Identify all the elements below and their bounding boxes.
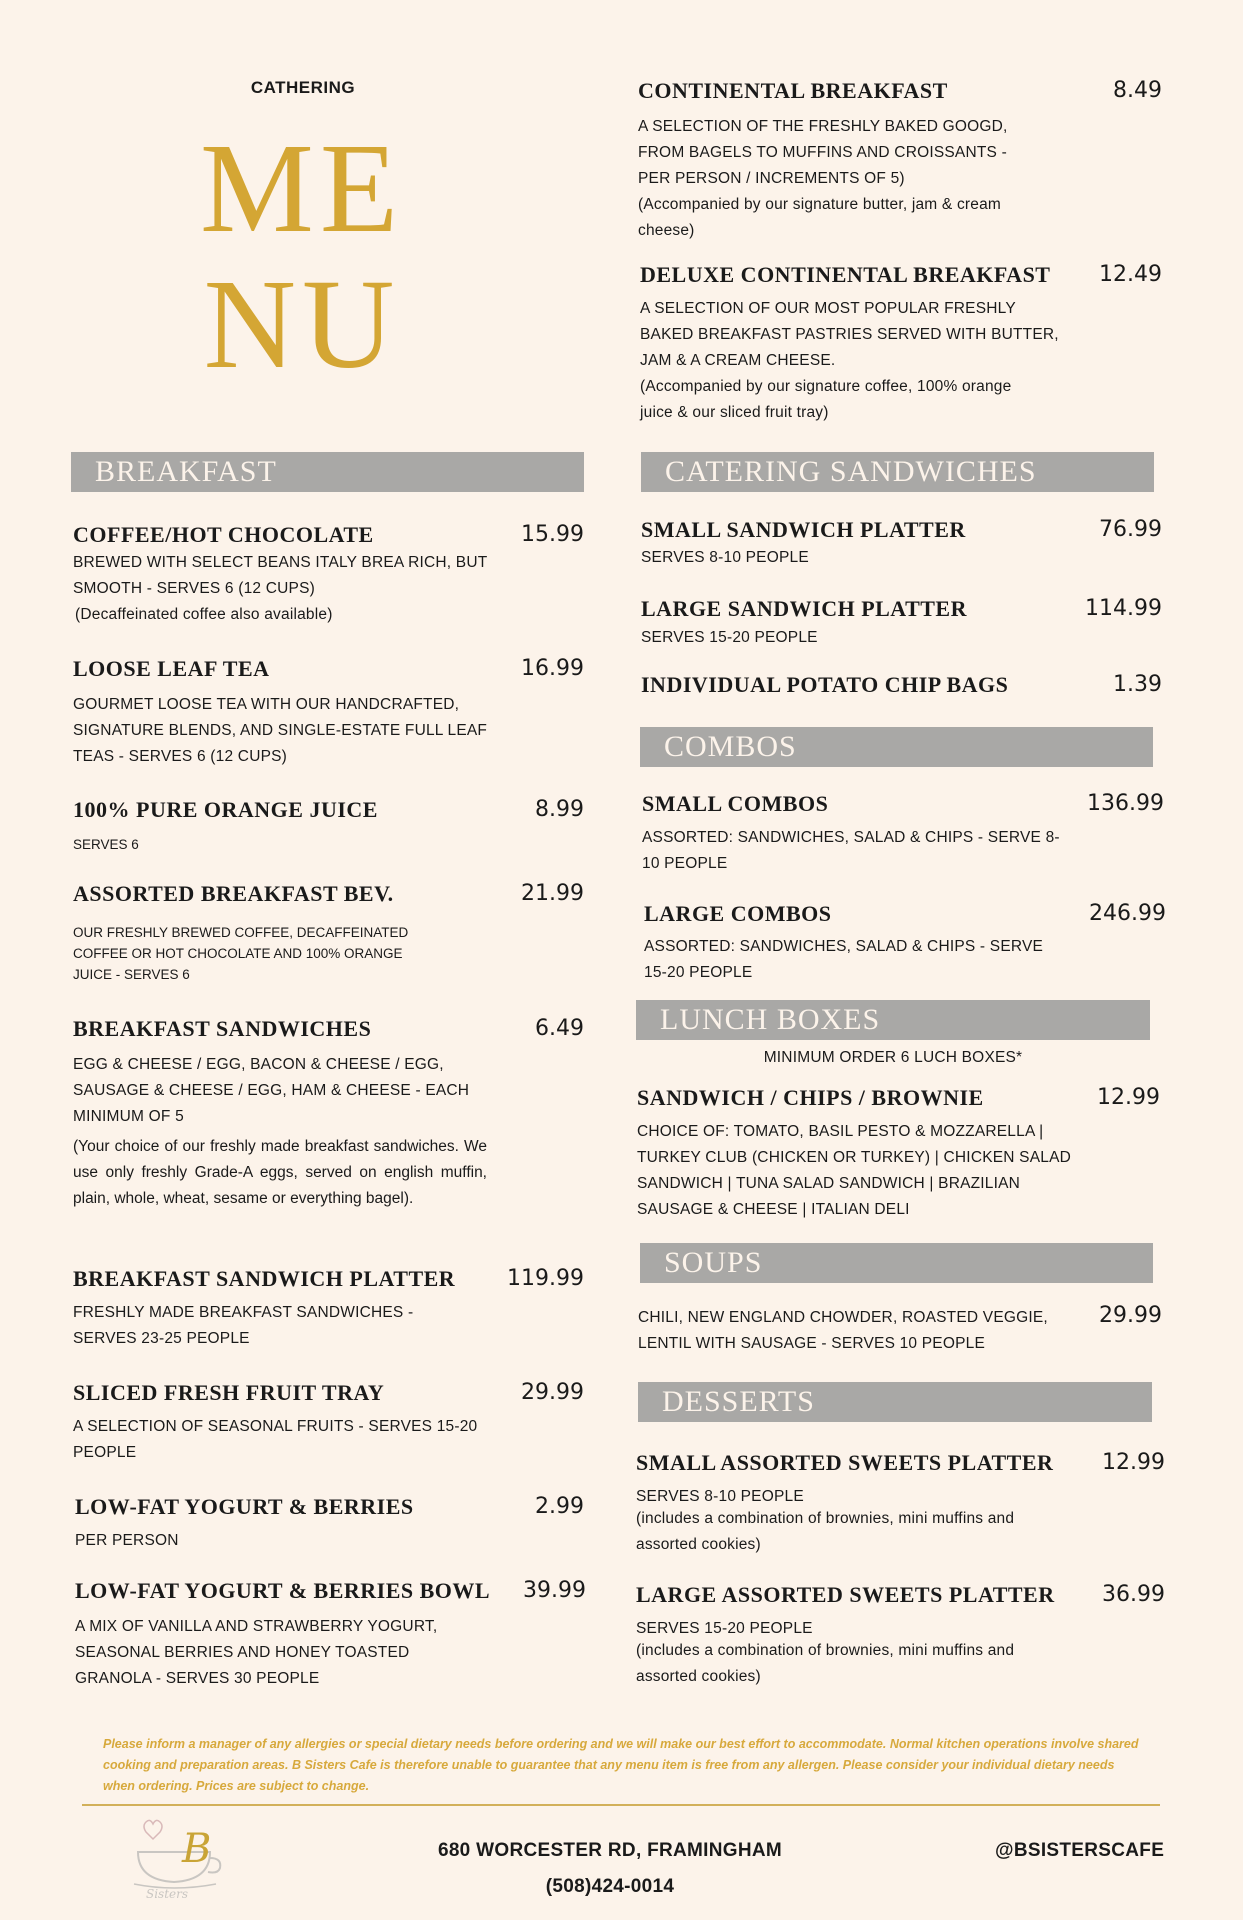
item-description: PER PERSON <box>75 1532 179 1549</box>
minimum-order-note: MINIMUM ORDER 6 LUCH BOXES* <box>763 1049 1023 1066</box>
item-name: LARGE COMBOS <box>644 901 832 926</box>
item-name: ASSORTED BREAKFAST BEV. <box>73 881 394 906</box>
item-price: 12.99 <box>1097 1085 1160 1110</box>
item-price: 29.99 <box>521 1380 584 1405</box>
menu-title-line2: NU <box>203 253 401 395</box>
item-price: 8.49 <box>1113 78 1162 103</box>
item-description: ASSORTED: SANDWICHES, SALAD & CHIPS - SERVE 8-10 PEOPLE <box>642 829 1060 872</box>
item-name: LOOSE LEAF TEA <box>73 656 270 681</box>
item-note: (includes a combination of brownies, mini muffins and assorted cookies) <box>636 1642 1015 1685</box>
item-price: 246.99 <box>1089 901 1166 926</box>
item-price: 2.99 <box>535 1494 584 1519</box>
item-name: SMALL SANDWICH PLATTER <box>641 517 966 542</box>
item-price: 119.99 <box>507 1266 584 1291</box>
item-note: (Accompanied by our signature butter, jam & cream cheese) <box>638 196 1002 239</box>
item-description: EGG & CHEESE / EGG, BACON & CHEESE / EGG, SAUSAGE & CHEESE / EGG, HAM & CHEESE - EACH MINIMUM OF 5 <box>73 1056 470 1125</box>
item-price: 76.99 <box>1099 517 1162 542</box>
item-name: SANDWICH / CHIPS / BROWNIE <box>637 1085 984 1110</box>
footer-divider <box>82 1804 1160 1806</box>
cafe-logo-mark <box>124 1812 234 1902</box>
item-name: CONTINENTAL BREAKFAST <box>638 78 948 103</box>
item-description: ASSORTED: SANDWICHES, SALAD & CHIPS - SERVE 15-20 PEOPLE <box>644 938 1044 981</box>
item-name: LARGE ASSORTED SWEETS PLATTER <box>636 1582 1055 1607</box>
item-name: LOW-FAT YOGURT & BERRIES <box>75 1494 414 1519</box>
item-note: (Accompanied by our signature coffee, 100% orange juice & our sliced fruit tray) <box>640 378 1012 421</box>
item-description: BREWED WITH SELECT BEANS ITALY BREA RICH, BUT SMOOTH - SERVES 6 (12 CUPS) <box>73 554 488 597</box>
item-name: BREAKFAST SANDWICH PLATTER <box>73 1266 456 1291</box>
svg-text:Sisters: Sisters <box>146 1887 189 1901</box>
item-price: 29.99 <box>1099 1303 1162 1328</box>
item-description: CHOICE OF: TOMATO, BASIL PESTO & MOZZARELLA | TURKEY CLUB (CHICKEN OR TURKEY) | CHICKEN SALAD SANDWICH | TUNA SALAD SANDWICH | BRAZILIAN SAUSAGE & CHEESE | ITALIAN DELI <box>637 1123 1072 1218</box>
item-price: 16.99 <box>521 656 584 681</box>
item-description: A SELECTION OF SEASONAL FRUITS - SERVES 15-20 PEOPLE <box>73 1418 478 1461</box>
item-description: GOURMET LOOSE TEA WITH OUR HANDCRAFTED, SIGNATURE BLENDS, AND SINGLE-ESTATE FULL LEAF TEAS - SERVES 6 (12 CUPS) <box>73 696 488 765</box>
section-header-combos: COMBOS <box>640 727 1153 767</box>
item-price: 12.99 <box>1102 1450 1165 1475</box>
item-description: CHILI, NEW ENGLAND CHOWDER, ROASTED VEGGIE, LENTIL WITH SAUSAGE - SERVES 10 PEOPLE <box>638 1309 1048 1352</box>
item-name: SMALL COMBOS <box>642 791 829 816</box>
item-description: A MIX OF VANILLA AND STRAWBERRY YOGURT, SEASONAL BERRIES AND HONEY TOASTED GRANOLA - SERVES 30 PEOPLE <box>75 1618 438 1687</box>
item-name: INDIVIDUAL POTATO CHIP BAGS <box>641 672 1009 697</box>
item-description: SERVES 15-20 PEOPLE <box>641 629 818 646</box>
footer-social-handle[interactable]: @BSISTERSCAFE <box>995 1840 1165 1861</box>
svg-text:B: B <box>182 1826 212 1872</box>
item-price: 136.99 <box>1087 791 1164 816</box>
footer-address: 680 WORCESTER RD, FRAMINGHAM <box>437 1840 783 1861</box>
section-header-soups: SOUPS <box>640 1243 1153 1283</box>
item-price: 8.99 <box>535 797 584 822</box>
item-name: BREAKFAST SANDWICHES <box>73 1016 372 1041</box>
item-price: 6.49 <box>535 1016 584 1041</box>
item-price: 21.99 <box>521 881 584 906</box>
item-note: (Decaffeinated coffee also available) <box>75 606 333 623</box>
item-description: SERVES 6 <box>73 837 139 852</box>
item-price: 36.99 <box>1102 1582 1165 1607</box>
section-header-lunch-boxes: LUNCH BOXES <box>636 1000 1150 1040</box>
item-note: (Your choice of our freshly made breakfast sandwiches. We use only freshly Grade-A eggs, served on english muffin, plain, whole, wheat, sesame or everything bagel). <box>73 1138 487 1207</box>
item-price: 1.39 <box>1113 672 1162 697</box>
item-price: 114.99 <box>1085 596 1162 621</box>
item-name: LARGE SANDWICH PLATTER <box>641 596 967 621</box>
section-header-sandwiches: CATERING SANDWICHES <box>641 452 1154 492</box>
item-price: 15.99 <box>521 522 584 547</box>
section-header-breakfast: BREAKFAST <box>71 452 584 492</box>
item-name: LOW-FAT YOGURT & BERRIES BOWL <box>75 1578 491 1603</box>
item-description: A SELECTION OF OUR MOST POPULAR FRESHLY BAKED BREAKFAST PASTRIES SERVED WITH BUTTER, JAM & A CREAM CHEESE. <box>640 300 1059 369</box>
item-note: (includes a combination of brownies, mini muffins and assorted cookies) <box>636 1510 1015 1553</box>
item-description: FRESHLY MADE BREAKFAST SANDWICHES - SERVES 23-25 PEOPLE <box>73 1304 414 1347</box>
item-name: COFFEE/HOT CHOCOLATE <box>73 522 374 547</box>
catering-label: CATHERING <box>250 78 356 97</box>
item-name: SLICED FRESH FRUIT TRAY <box>73 1380 385 1405</box>
item-description: OUR FRESHLY BREWED COFFEE, DECAFFEINATED COFFEE OR HOT CHOCOLATE AND 100% ORANGE JUICE - SERVES 6 <box>73 925 409 982</box>
cafe-logo <box>124 1812 234 1902</box>
footer-phone[interactable]: (508)424-0014 <box>545 1876 675 1897</box>
item-name: 100% PURE ORANGE JUICE <box>73 797 378 822</box>
allergy-disclaimer: Please inform a manager of any allergies or special dietary needs before ordering and we will make our best effort to accommodate. Normal kitchen operations involve shared cooking and preparation areas. B Sisters Cafe is therefore unable to guarantee that any menu item is free from any allergen. Please consider your individual dietary needs when ordering. Prices are subject to change. <box>103 1737 1139 1793</box>
item-price: 39.99 <box>523 1578 586 1603</box>
item-description: SERVES 8-10 PEOPLE <box>636 1488 804 1505</box>
item-description: SERVES 8-10 PEOPLE <box>641 549 809 566</box>
item-name: SMALL ASSORTED SWEETS PLATTER <box>636 1450 1054 1475</box>
item-price: 12.49 <box>1099 262 1162 287</box>
item-description: A SELECTION OF THE FRESHLY BAKED GOOGD, FROM BAGELS TO MUFFINS AND CROISSANTS - PER PERSON / INCREMENTS OF 5) <box>638 118 1008 187</box>
item-name: DELUXE CONTINENTAL BREAKFAST <box>640 262 1051 287</box>
section-header-desserts: DESSERTS <box>638 1382 1152 1422</box>
item-description: SERVES 15-20 PEOPLE <box>636 1620 813 1637</box>
menu-title-line1: ME <box>200 117 404 259</box>
